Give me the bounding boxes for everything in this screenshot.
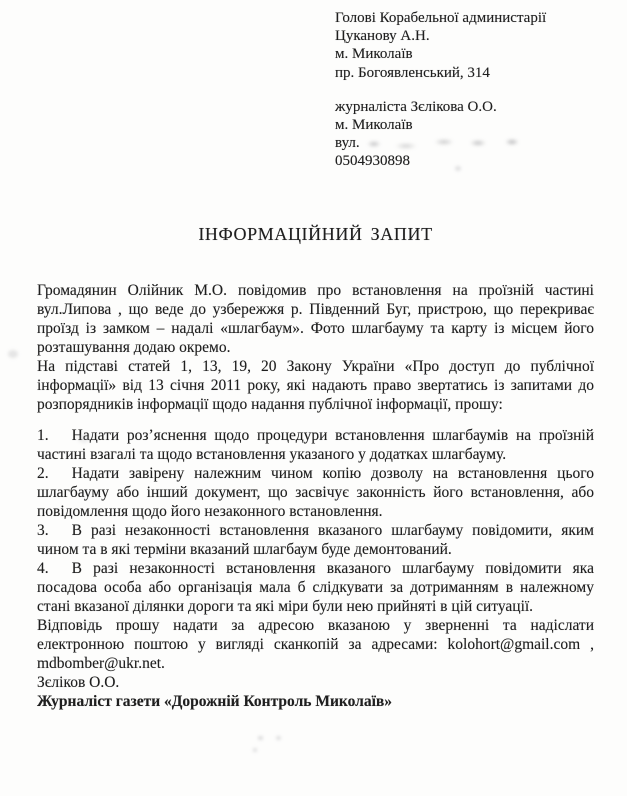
- document-title: ІНФОРМАЦІЙНИЙ ЗАПИТ: [198, 224, 433, 244]
- signature-name: Зєліков О.О.: [37, 674, 120, 691]
- request-number: 1.: [37, 427, 49, 444]
- request-number: 4.: [37, 560, 49, 577]
- address-block: [335, 9, 546, 171]
- sender-line: журналіста Зєлікова О.О.: [335, 98, 497, 115]
- request-text: В разі незаконності встановлення вказаного шлагбауму повідомити яка посадова особа або організація мала б слідкувати за дотриманням в належному стані вказаної ділянки дороги та які міри були нею прийняті в цій ситуації.: [37, 560, 594, 615]
- signature-role: Журналіст газети «Дорожній Контроль Миколаїв»: [37, 693, 393, 710]
- recipient-line: Цуканову А.Н.: [335, 28, 430, 45]
- request-item: [37, 426, 594, 464]
- sender-line: м. Миколаїв: [335, 117, 413, 134]
- request-item: [37, 559, 594, 616]
- scan-artifact: [258, 736, 263, 740]
- request-text: Надати роз’яснення щодо процедури встановлення шлагбаумів на проїзній частині взагалі та щодо встановлення указаного у додатках шлагбауму.: [37, 427, 594, 463]
- sender-phone: 0504930898: [335, 153, 410, 170]
- address-gap: [335, 82, 546, 98]
- request-item: [37, 521, 594, 559]
- street-prefix: вул.: [335, 135, 360, 152]
- scan-artifact: [276, 736, 281, 740]
- recipient-line: Голові Корабельної администарії: [335, 10, 547, 26]
- scan-artifact: [8, 350, 18, 358]
- request-text: В разі незаконності встановлення вказаного шлагбауму повідомити, яким чином та в які терміни вказаний шлагбаум буде демонтований.: [37, 522, 594, 558]
- paragraph-intro: Громадянин Олійник М.О. повідомив про встановлення на проїзній частині вул.Липова , що веде до узбережжя р. Південний Буг, пристрою, що перекриває проїзд із замком – надалі «шлагбаум». Фото шлагбауму та карту із місцем його розташування додаю окремо.: [37, 282, 594, 356]
- redacted-street-smudge: [366, 137, 524, 150]
- recipient-line: пр. Богоявленський, 314: [335, 64, 490, 81]
- letter-body: [37, 281, 594, 711]
- sender-street-line: [335, 134, 546, 152]
- scan-artifact: [253, 748, 257, 752]
- recipient-line: м. Миколаїв: [335, 46, 413, 63]
- paragraph-closing: Відповідь прошу надати за адресою вказаною у зверненні та надіслати електронною поштою у вигляді сканкопій за адресами: kolohort@gmail.com , mdbomber@ukr.net.: [37, 617, 594, 672]
- paragraph-legal-basis: На підставі статей 1, 13, 19, 20 Закону України «Про доступ до публічної інформації» від 13 січня 2011 року, які надають право звертатись із запитами до розпорядників інформації щодо надання публічної інформації, прошу:: [37, 358, 594, 413]
- request-item: [37, 464, 594, 521]
- request-list: [37, 426, 594, 616]
- request-number: 2.: [37, 465, 49, 482]
- request-text: Надати завірену належним чином копію дозволу на встановлення цього шлагбауму або інший документ, що засвічує законність його встановлення, або повідомлення щодо його незаконного встановлення.: [37, 465, 594, 520]
- request-number: 3.: [37, 522, 49, 539]
